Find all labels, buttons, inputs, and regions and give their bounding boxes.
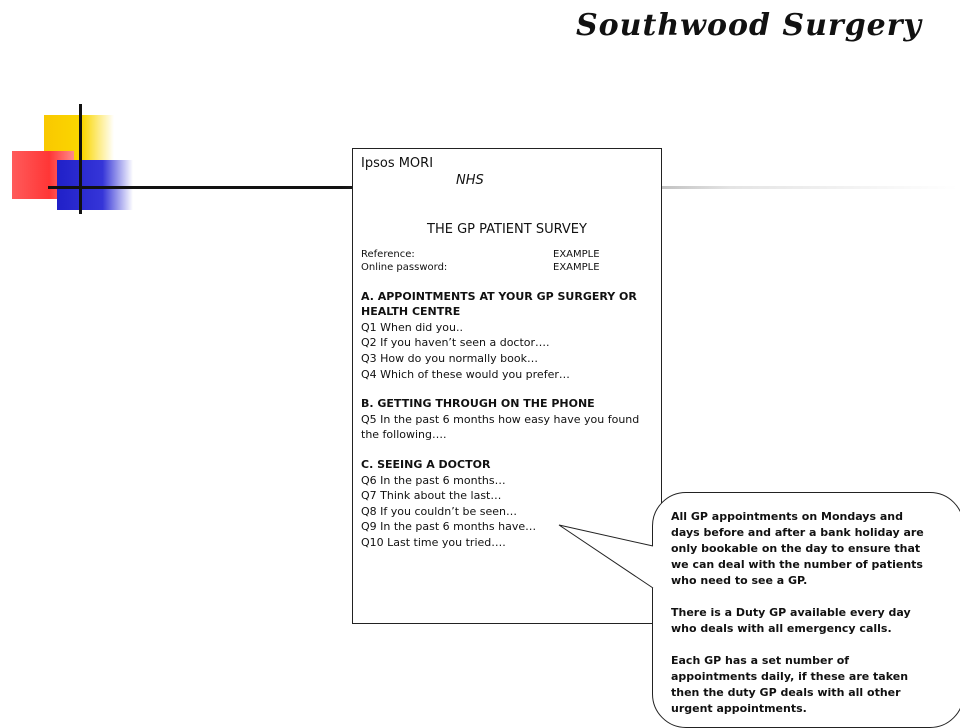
callout-paragraph: There is a Duty GP available every day who deals with all emergency calls. [671, 606, 911, 635]
section-title: A. APPOINTMENTS AT YOUR GP SURGERY OR HEALTH CENTRE [361, 289, 637, 319]
reference-value: EXAMPLE [553, 248, 600, 260]
org-name: Ipsos MORI [361, 156, 434, 171]
reference-label: Reference: [361, 248, 415, 260]
section-phone [361, 396, 653, 443]
section-title: B. GETTING THROUGH ON THE PHONE [361, 397, 595, 411]
question-item: Q4 Which of these would you prefer… [361, 367, 570, 381]
callout-bubble [652, 492, 960, 728]
question-item: Q2 If you haven’t seen a doctor…. [361, 336, 550, 350]
vertical-rule-decoration [79, 104, 82, 214]
section-title: C. SEEING A DOCTOR [361, 457, 491, 471]
blue-square-decoration [57, 160, 133, 210]
reference-row [361, 248, 653, 262]
survey-title: THE GP PATIENT SURVEY [427, 222, 587, 237]
callout-paragraph: Each GP has a set number of appointments daily, if these are taken then the duty GP deals with all other urgent appointments. [671, 654, 909, 715]
question-item: Q10 Last time you tried…. [361, 535, 506, 549]
callout-paragraph: All GP appointments on Mondays and days before and after a bank holiday are only bookable on the day to ensure that we can deal with the number of patients who need to see a GP. [671, 510, 924, 587]
page-title: Southwood Surgery [575, 8, 922, 43]
question-item: Q8 If you couldn’t be seen… [361, 504, 518, 518]
question-item: Q5 In the past 6 months how easy have you found the following…. [361, 412, 640, 442]
question-item: Q3 How do you normally book… [361, 351, 538, 365]
question-item: Q7 Think about the last… [361, 489, 502, 503]
password-row [361, 261, 653, 275]
section-appointments [361, 289, 653, 383]
reference-block [361, 248, 653, 275]
nhs-label: NHS [456, 173, 484, 188]
question-item: Q9 In the past 6 months have… [361, 520, 537, 534]
section-seeing-doctor [361, 457, 653, 551]
question-item: Q1 When did you.. [361, 320, 463, 334]
password-value: EXAMPLE [553, 262, 600, 274]
password-label: Online password: [361, 262, 448, 274]
question-item: Q6 In the past 6 months… [361, 473, 506, 487]
survey-document [352, 148, 662, 624]
